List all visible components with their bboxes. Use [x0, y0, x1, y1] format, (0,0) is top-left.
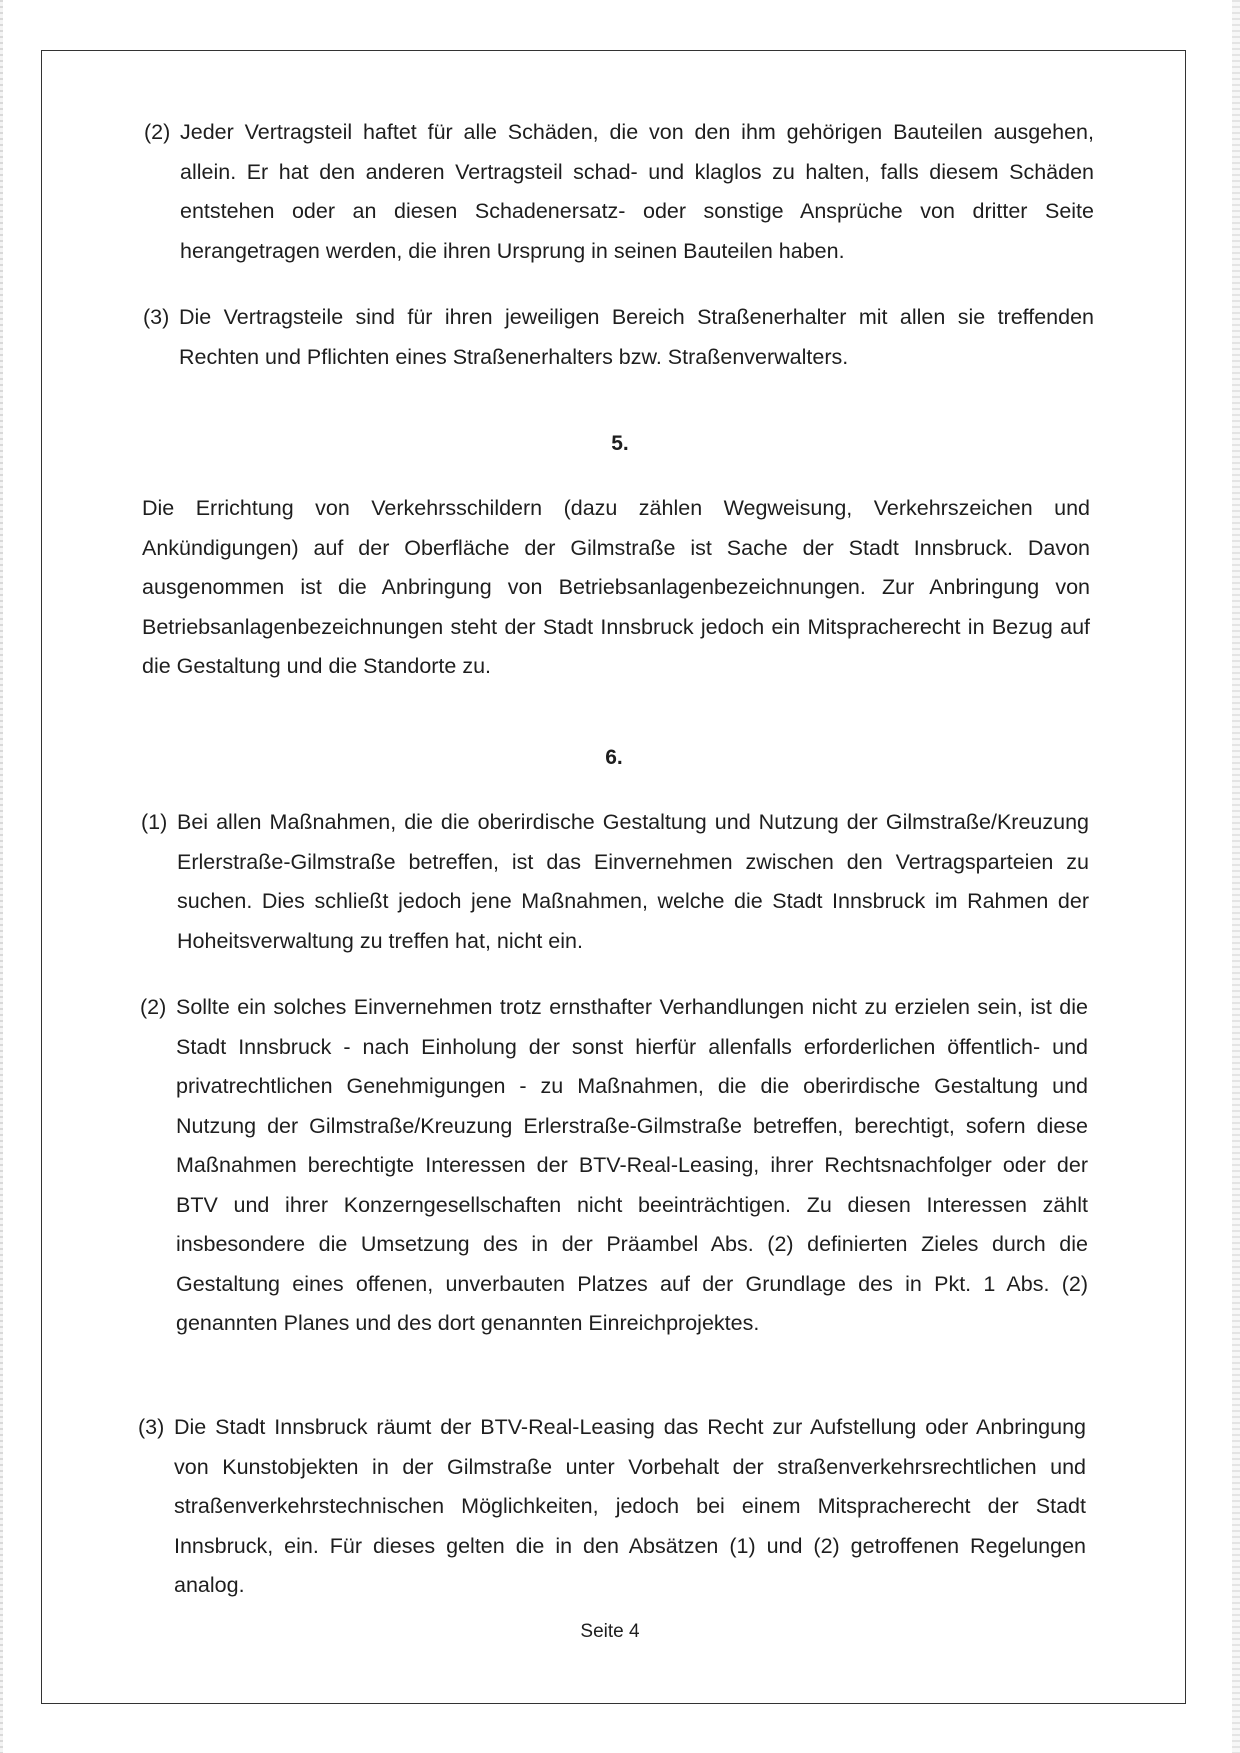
paragraph-6-1: [141, 803, 1089, 961]
section-heading-5: 5.: [611, 432, 629, 455]
paragraph-number: (1): [141, 810, 168, 834]
section-heading-6: 6.: [605, 746, 623, 769]
paragraph-text: Bei allen Maßnahmen, die die oberirdische Gestaltung und Nutzung der Gilmstraße/Kreuzung Erlerstraße-Gilmstraße betreffen, ist das Einvernehmen zwischen den Vertragsparteien zu suchen. Dies schließt jedoch jene Maßnahmen, welche die Stadt Innsbruck im Rahmen der Hoheitsverwaltung zu treffen hat, nicht ein.: [177, 810, 1089, 953]
paragraph-4-3: [143, 298, 1094, 377]
paragraph-number: (3): [138, 1415, 165, 1439]
paragraph-number: (3): [143, 305, 170, 329]
paragraph-5: [142, 489, 1090, 687]
paragraph-text: Die Errichtung von Verkehrsschildern (dazu zählen Wegweisung, Verkehrszeichen und Ankündigungen) auf der Oberfläche der Gilmstraße ist Sache der Stadt Innsbruck. Davon ausgenommen ist die Anbringung von Betriebsanlagenbezeichnungen. Zur Anbringung von Betriebsanlagenbezeichnungen steht der Stadt Innsbruck jedoch ein Mitspracherecht in Bezug auf die Gestaltung und die Standorte zu.: [142, 496, 1090, 678]
paragraph-number: (2): [144, 120, 171, 144]
paragraph-text: Die Stadt Innsbruck räumt der BTV-Real-Leasing das Recht zur Aufstellung oder Anbringung von Kunstobjekten in der Gilmstraße unter Vorbehalt der straßenverkehrsrechtlichen und straßenverkehrstechnischen Möglichkeiten, jedoch bei einem Mitspracherecht der Stadt Innsbruck, ein. Für dieses gelten die in den Absätzen (1) und (2) getroffenen Regelungen analog.: [174, 1415, 1086, 1597]
paragraph-6-2: [140, 988, 1088, 1344]
paragraph-text: Jeder Vertragsteil haftet für alle Schäden, die von den ihm gehörigen Bauteilen ausgehen, allein. Er hat den anderen Vertragsteil schad- und klaglos zu halten, falls diesem Schäden entstehen oder an diesen Schadenersatz- oder sonstige Ansprüche von dritter Seite herangetragen werden, die ihren Ursprung in seinen Bauteilen haben.: [180, 120, 1094, 263]
paragraph-text: Die Vertragsteile sind für ihren jeweiligen Bereich Straßenerhalter mit allen sie treffenden Rechten und Pflichten eines Straßenerhalters bzw. Straßenverwalters.: [179, 305, 1094, 369]
page-number: Seite 4: [580, 1621, 640, 1642]
paragraph-text: Sollte ein solches Einvernehmen trotz ernsthafter Verhandlungen nicht zu erzielen sein, ist die Stadt Innsbruck - nach Einholung der sonst hierfür allenfalls erforderlichen öffentlich- und privatrechtlichen Genehmigungen - zu Maßnahmen, die die oberirdische Gestaltung und Nutzung der Gilmstraße/Kreuzung Erlerstraße-Gilmstraße betreffen, berechtigt, sofern diese Maßnahmen berechtigte Interessen der BTV-Real-Leasing, ihrer Rechtsnachfolger oder der BTV und ihrer Konzerngesellschaften nicht beeinträchtigen. Zu diesen Interessen zählt insbesondere die Umsetzung des in der Präambel Abs. (2) definierten Zieles durch die Gestaltung eines offenen, unverbauten Platzes auf der Grundlage des in Pkt. 1 Abs. (2) genannten Planes und des dort genannten Einreichprojektes.: [176, 995, 1088, 1335]
paragraph-number: (2): [140, 995, 167, 1019]
paragraph-6-3: [138, 1408, 1086, 1606]
paragraph-4-2: [144, 113, 1094, 271]
